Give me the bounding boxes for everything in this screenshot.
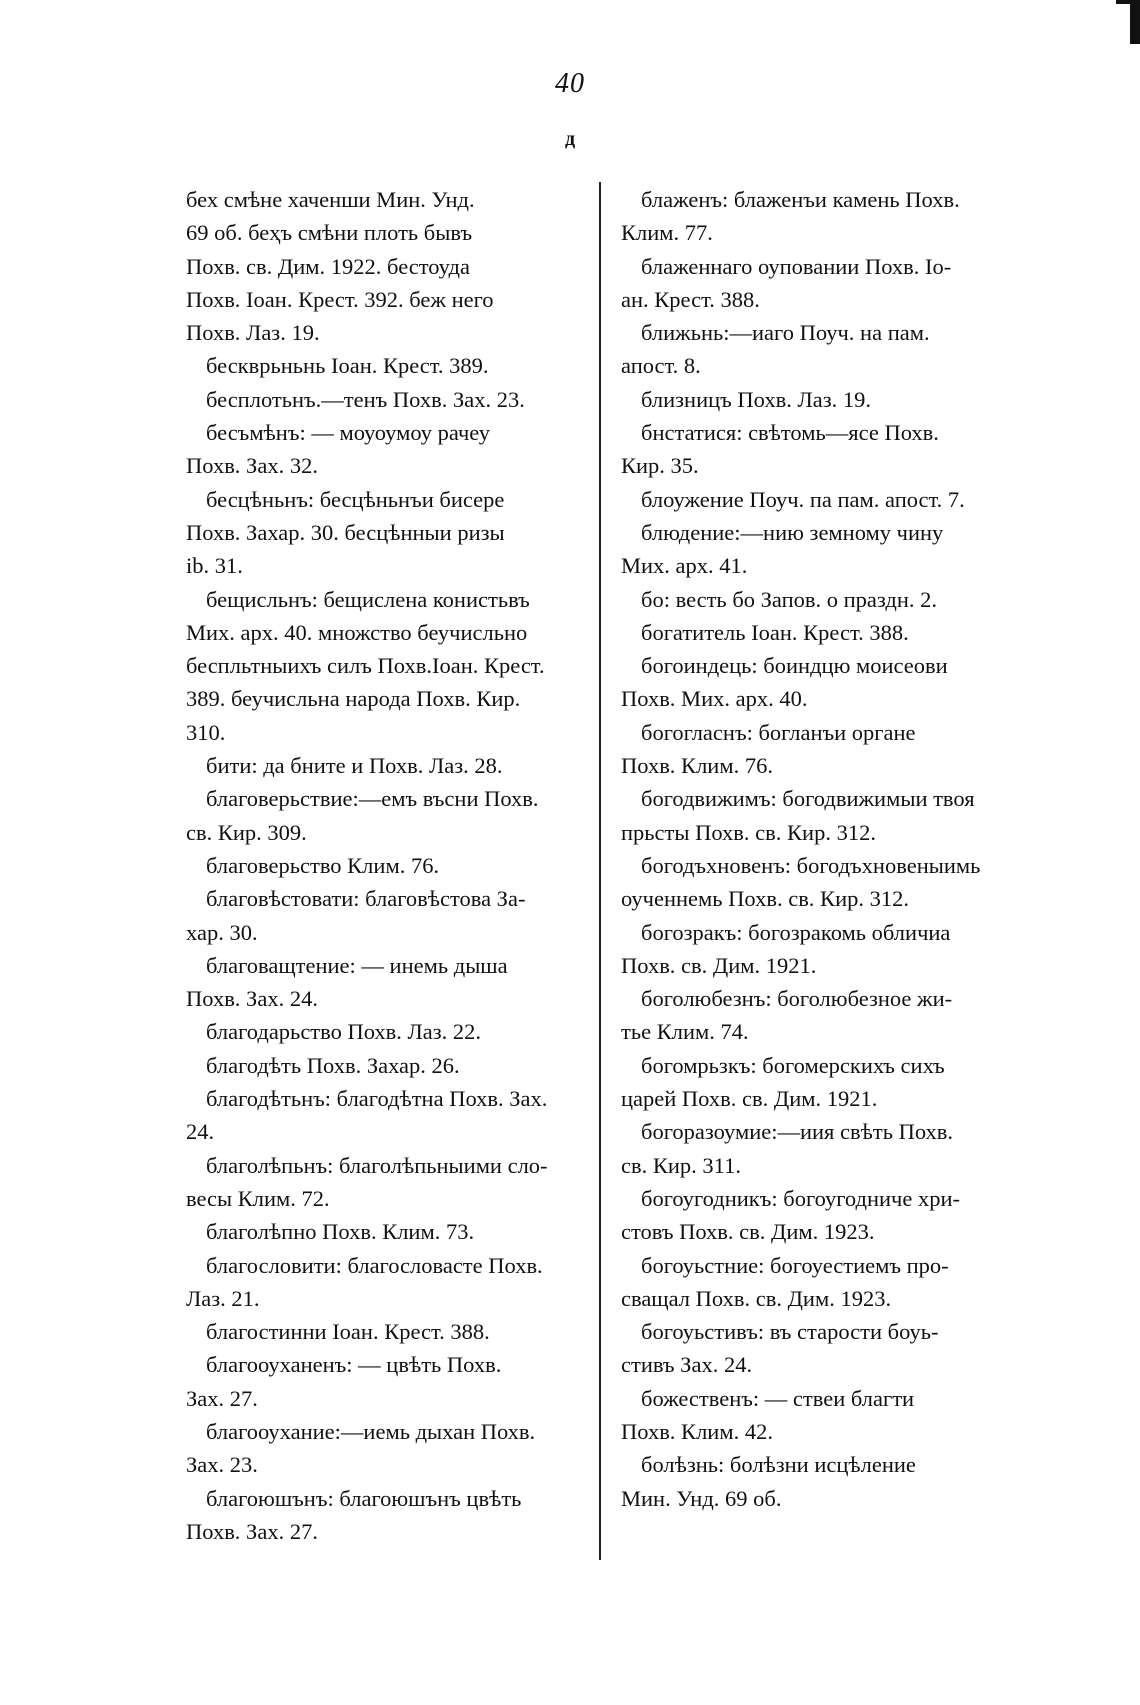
entry-line: Похв. Зах. 32.	[186, 453, 318, 479]
entry-line: 310.	[186, 719, 226, 745]
entry-line: Похв. св. Дим. 1922. бестоуда	[186, 253, 470, 279]
dictionary-entry	[621, 183, 1021, 250]
dictionary-entry	[186, 882, 586, 949]
entry-line: сващал Похв. св. Дим. 1923.	[621, 1285, 892, 1311]
entry-line: Похв. Мих. арх. 40.	[621, 686, 808, 712]
entry-line: Зах. 27.	[186, 1385, 258, 1411]
entry-line: боголюбезнъ: боголюбезное жи-	[641, 986, 953, 1012]
dictionary-entry	[186, 1149, 586, 1216]
dictionary-entry	[621, 916, 1021, 983]
entry-line: богозракъ: богозракомь обличиа	[641, 919, 951, 945]
entry-line: Зах. 23.	[186, 1452, 258, 1478]
entry-line: благооухание:—иемь дыхан Похв.	[206, 1418, 536, 1444]
entry-line: богодъхновенъ: богодъхновеныимь	[641, 852, 981, 878]
entry-line: богоугодникъ: богоугодниче хри-	[641, 1185, 961, 1211]
dictionary-entry	[186, 1348, 586, 1415]
left-column	[186, 183, 586, 1548]
entry-line: богодвижимъ: богодвижимыи твоя	[641, 786, 975, 812]
dictionary-entry	[621, 583, 1021, 616]
entry-line: богатитель Іоан. Крест. 388.	[641, 619, 909, 645]
entry-line: благостинни Іоан. Крест. 388.	[206, 1319, 490, 1345]
entry-line: бо: весть бо Запов. о праздн. 2.	[641, 586, 938, 612]
column-divider	[599, 182, 601, 1560]
dictionary-entry	[186, 483, 586, 583]
dictionary-entry	[186, 1415, 586, 1482]
entry-line: бесплотьнъ.—тенъ Похв. Зах. 23.	[206, 386, 525, 412]
entry-line: Похв. Зах. 24.	[186, 986, 318, 1012]
entry-line: Похв. Клим. 42.	[621, 1418, 773, 1444]
entry-line: 69 об. беҳъ смѣни плоть бывъ	[186, 220, 473, 246]
entry-line: Похв. Клим. 76.	[621, 753, 773, 779]
entry-line: 389. беучисльна народа Похв. Кир.	[186, 686, 521, 712]
dictionary-entry	[621, 1049, 1021, 1116]
entry-line: богоуьстние: богоуестиемъ про-	[641, 1252, 949, 1278]
entry-line: Лаз. 21.	[186, 1285, 260, 1311]
entry-line: Клим. 77.	[621, 220, 713, 246]
dictionary-entry	[186, 349, 586, 382]
entry-line: царей Похв. св. Дим. 1921.	[621, 1086, 878, 1112]
entry-line: благоюшънъ: благоюшънъ цвѣть	[206, 1485, 522, 1511]
entry-line: хар. 30.	[186, 919, 258, 945]
dictionary-entry	[186, 1249, 586, 1316]
entry-line: благоверьствие:—емъ въсни Похв.	[206, 786, 539, 812]
entry-line: богоразоумие:—иия свѣть Похв.	[641, 1119, 954, 1145]
dictionary-entry	[186, 1015, 586, 1048]
page-number: 40	[555, 68, 585, 99]
entry-line: бескврьньнь Іоан. Крест. 389.	[206, 353, 489, 379]
dictionary-entry	[621, 716, 1021, 783]
entry-line: ib. 31.	[186, 553, 243, 579]
entry-line: стивъ Зах. 24.	[621, 1352, 753, 1378]
dictionary-entry	[186, 583, 586, 749]
entry-line: благословити: благословаcте Похв.	[206, 1252, 543, 1278]
dictionary-entry	[621, 1182, 1021, 1249]
entry-line: 24.	[186, 1119, 215, 1145]
entry-line: св. Кир. 309.	[186, 819, 307, 845]
entry-line: блаженъ: блаженъи камень Похв.	[641, 187, 960, 212]
dictionary-entry	[621, 616, 1021, 649]
entry-line: стовъ Похв. св. Дим. 1923.	[621, 1219, 875, 1245]
entry-line: блюдение:—нию земному чину	[641, 519, 944, 545]
entry-line: беспльтныихъ силъ Похв.Іоан. Крест.	[186, 653, 545, 679]
dictionary-entry	[186, 1315, 586, 1348]
dictionary-entry	[621, 649, 1021, 716]
signature-mark: д	[564, 128, 576, 150]
entry-line: Похв. св. Дим. 1921.	[621, 952, 817, 978]
dictionary-entry	[186, 1082, 586, 1149]
entry-line: бесъмѣнъ: — моуоумоу рачеу	[206, 420, 490, 446]
entry-line: благодѣть Похв. Захар. 26.	[206, 1052, 460, 1078]
entry-line: бещисльнъ: бещислена конистьвъ	[206, 586, 530, 612]
dictionary-entry	[186, 949, 586, 1016]
entry-line: прьсты Похв. св. Кир. 312.	[621, 819, 876, 845]
entry-line: бесцѣньнъ: бесцѣньнъи бисере	[206, 486, 505, 512]
entry-line: Похв. Захар. 30. бесцѣнныи ризы	[186, 519, 505, 545]
dictionary-entry	[186, 416, 586, 483]
entry-line: благооуханенъ: — цвѣть Похв.	[206, 1352, 502, 1378]
entry-line: оученнемь Похв. св. Кир. 312.	[621, 886, 909, 912]
entry-line: Мих. арх. 41.	[621, 553, 748, 579]
entry-line: св. Кир. 311.	[621, 1152, 741, 1178]
dictionary-entry	[186, 849, 586, 882]
dictionary-entry	[621, 516, 1021, 583]
dictionary-entry	[621, 1249, 1021, 1316]
dictionary-entry	[621, 1382, 1021, 1449]
entry-line: богогласнъ: богланъи органе	[641, 719, 916, 745]
entry-line: богоиндець: боиндцю моисеови	[641, 653, 948, 679]
entry-line: бити: да бнитe и Похв. Лаз. 28.	[206, 753, 503, 779]
dictionary-entry	[621, 982, 1021, 1049]
entry-line: ближьнь:—иаго Поуч. на пам.	[641, 320, 930, 346]
entry-line: благолѣпно Похв. Клим. 73.	[206, 1219, 475, 1245]
dictionary-entry	[621, 383, 1021, 416]
dictionary-entry	[621, 250, 1021, 317]
dictionary-entry	[621, 1115, 1021, 1182]
dictionary-entry	[186, 183, 586, 349]
dictionary-entry	[621, 782, 1021, 849]
dictionary-entry	[186, 1049, 586, 1082]
entry-line: весы Клим. 72.	[186, 1185, 330, 1211]
entry-line: благоверьство Клим. 76.	[206, 852, 440, 878]
dictionary-entry	[186, 383, 586, 416]
entry-line: Похв. Зах. 27.	[186, 1518, 318, 1544]
entry-line: болѣзнь: болѣзни исцѣление	[641, 1452, 916, 1478]
entry-line: блоужение Поуч. па пам. апост. 7.	[641, 486, 965, 512]
entry-line: бех смѣне хаченши Мин. Унд.	[186, 187, 475, 212]
dictionary-entry	[621, 416, 1021, 483]
dictionary-entry	[621, 316, 1021, 383]
entry-line: благодѣтьнъ: благодѣтна Похв. Зах.	[206, 1086, 548, 1112]
dictionary-entry	[186, 1215, 586, 1248]
dictionary-entry	[621, 1315, 1021, 1382]
entry-line: блаженнаго оуповании Похв. Іо-	[641, 253, 952, 279]
entry-line: тье Клим. 74.	[621, 1019, 749, 1045]
entry-line: Кир. 35.	[621, 453, 699, 479]
dictionary-entry	[186, 1482, 586, 1549]
entry-line: богоуьстивъ: въ старости боуь-	[641, 1319, 939, 1345]
entry-line: Мих. арх. 40. множство беучисльно	[186, 619, 528, 645]
dictionary-entry	[186, 749, 586, 782]
entry-line: бнстатися: свѣтомь—ясе Похв.	[641, 420, 939, 446]
right-column	[621, 183, 1021, 1515]
dictionary-entry	[621, 1448, 1021, 1515]
entry-line: Похв. Іоан. Крест. 392. беж него	[186, 286, 494, 312]
entry-line: близницъ Похв. Лаз. 19.	[641, 386, 871, 412]
dictionary-entry	[621, 483, 1021, 516]
entry-line: Мин. Унд. 69 об.	[621, 1485, 782, 1511]
entry-line: богомрьзкъ: богомерскихъ сихъ	[641, 1052, 945, 1078]
entry-line: благоващтение: — инемь дыша	[206, 952, 508, 978]
corner-scan-mark	[1130, 0, 1140, 44]
entry-line: апост. 8.	[621, 353, 701, 379]
entry-line: ан. Крест. 388.	[621, 286, 760, 312]
dictionary-entry	[621, 849, 1021, 916]
entry-line: благодарьство Похв. Лаз. 22.	[206, 1019, 482, 1045]
entry-line: благовѣстовати: благовѣстова За-	[206, 886, 526, 912]
entry-line: благолѣпьнъ: благолѣпьныими сло-	[206, 1152, 548, 1178]
dictionary-entry	[186, 782, 586, 849]
entry-line: Похв. Лаз. 19.	[186, 320, 320, 346]
entry-line: божественъ: — ствеи благти	[641, 1385, 915, 1411]
